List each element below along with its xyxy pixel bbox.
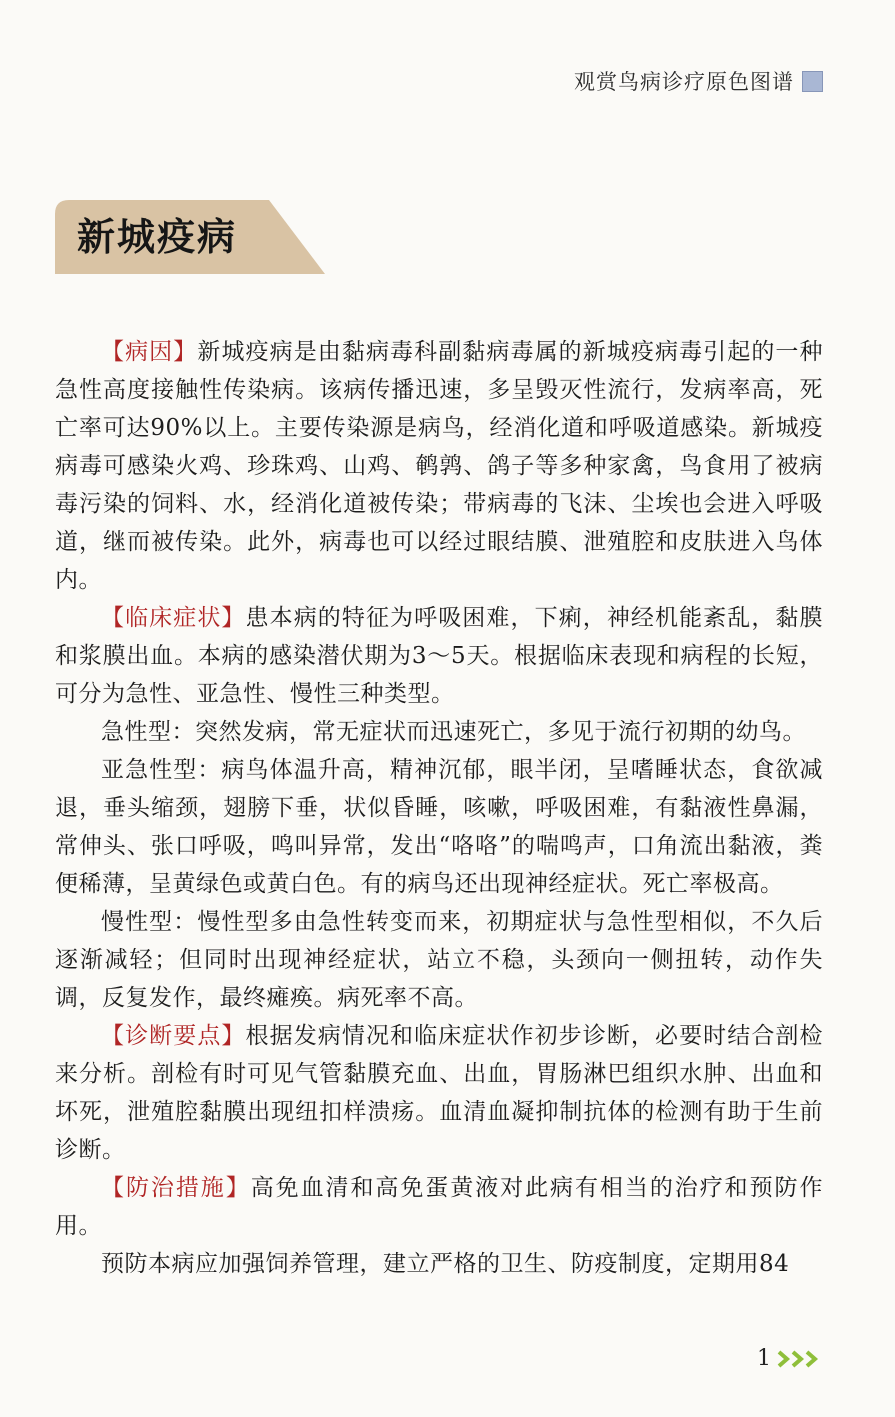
- paragraph-text: 预防本病应加强饲养管理，建立严格的卫生、防疫制度，定期用84: [101, 1251, 790, 1277]
- paragraph-subacute: [55, 751, 823, 903]
- paragraph-treatment: [55, 1169, 823, 1245]
- running-title: 观赏鸟病诊疗原色图谱: [574, 70, 794, 94]
- running-header: [574, 66, 823, 96]
- paragraph-symptoms: [55, 599, 823, 713]
- paragraph-label: 【诊断要点】: [101, 1023, 246, 1049]
- paragraph-label: 【临床症状】: [101, 605, 246, 631]
- page-footer: [757, 1346, 823, 1371]
- section-title: 新城疫病: [77, 215, 238, 259]
- paragraph-diagnosis: [55, 1017, 823, 1169]
- paragraph-chronic: [55, 903, 823, 1017]
- paragraph-acute: [55, 713, 823, 751]
- paragraph-text: 新城疫病是由黏病毒科副黏病毒属的新城疫病毒引起的一种急性高度接触性传染病。该病传播迅速，多呈毁灭性流行，发病率高，死亡率可达90%以上。主要传染源是病鸟，经消化道和呼吸道感染。新城疫病毒可感染火鸡、珍珠鸡、山鸡、鹌鹑、鸽子等多种家禽，鸟食用了被病毒污染的饲料、水，经消化道被传染；带病毒的飞沫、尘埃也会进入呼吸道，继而被传染。此外，病毒也可以经过眼结膜、泄殖腔和皮肤进入鸟体内。: [55, 339, 824, 593]
- body-text: [55, 333, 823, 1283]
- section-title-banner: [55, 196, 327, 276]
- paragraph-label: 【病因】: [101, 339, 198, 365]
- paragraph-text: 亚急性型：病鸟体温升高，精神沉郁，眼半闭，呈嗜睡状态，食欲减退，垂头缩颈，翅膀下垂，状似昏睡，咳嗽，呼吸困难，有黏液性鼻漏，常伸头、张口呼吸，鸣叫异常，发出“咯咯”的喘鸣声，口角流出黏液，粪便稀薄，呈黄绿色或黄白色。有的病鸟还出现神经症状。死亡率极高。: [55, 757, 823, 897]
- paragraph-label: 【防治措施】: [101, 1175, 251, 1201]
- paragraph-text: 急性型：突然发病，常无症状而迅速死亡，多见于流行初期的幼鸟。: [101, 719, 806, 745]
- paragraph-text: 根据发病情况和临床症状作初步诊断，必要时结合剖检来分析。剖检有时可见气管黏膜充血、出血，胃肠淋巴组织水肿、出血和坏死，泄殖腔黏膜出现纽扣样溃疡。血清血凝抑制抗体的检测有助于生前诊断。: [55, 1023, 824, 1163]
- page-number: 1: [757, 1346, 771, 1371]
- paragraph-cause: [55, 333, 823, 599]
- triple-chevron-right-icon: [777, 1349, 823, 1369]
- paragraph-prevention: [55, 1245, 823, 1283]
- header-square-icon: [802, 71, 823, 92]
- paragraph-text: 高免血清和高免蛋黄液对此病有相当的治疗和预防作用。: [55, 1175, 824, 1239]
- paragraph-text: 患本病的特征为呼吸困难，下痢，神经机能紊乱，黏膜和浆膜出血。本病的感染潜伏期为3～5天。根据临床表现和病程的长短，可分为急性、亚急性、慢性三种类型。: [55, 605, 824, 707]
- paragraph-text: 慢性型：慢性型多由急性转变而来，初期症状与急性型相似，不久后逐渐减轻；但同时出现神经症状，站立不稳，头颈向一侧扭转，动作失调，反复发作，最终瘫痪。病死率不高。: [55, 909, 823, 1011]
